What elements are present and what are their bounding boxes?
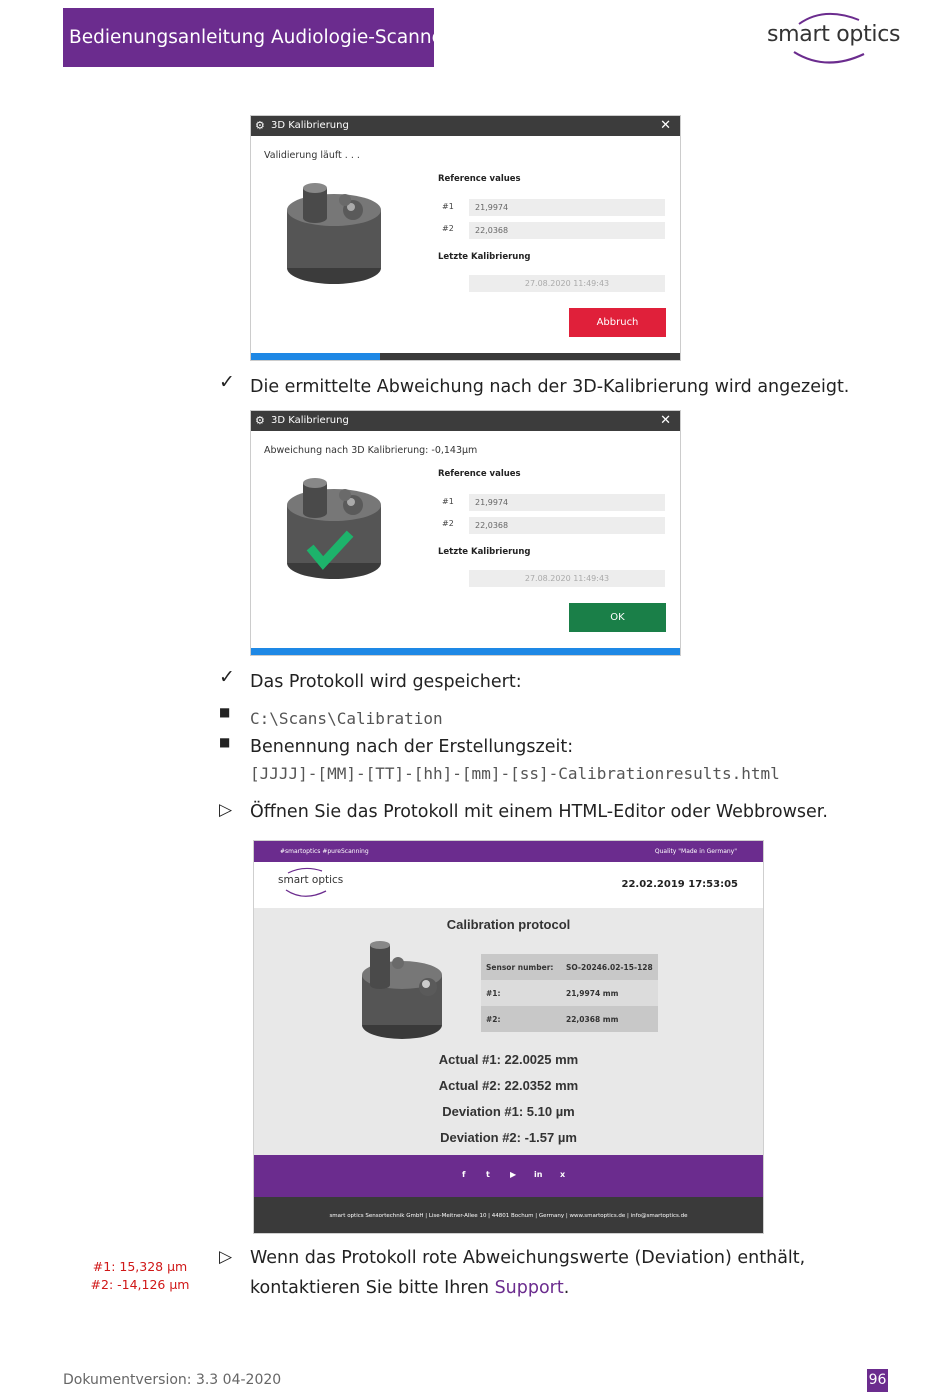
step-contact-line-1: Wenn das Protokoll rote Abweichungswerte (Deviation) enthält, [250,1248,806,1268]
reference-key-1: #1 [442,497,454,506]
brand-logo [764,10,901,68]
calibration-dialog-complete [250,410,681,656]
facebook-icon[interactable]: f [462,1170,466,1179]
contact-prefix: kontaktieren Sie bitte Ihren [250,1278,495,1298]
protocol-quality: Quality "Made in Germany" [654,848,737,855]
reference-key-2: #2 [442,224,454,233]
table-key: #2: [486,1015,501,1024]
ok-button[interactable]: OK [569,603,666,632]
step-contact-line-2 [250,1278,569,1298]
progress-fill [251,648,680,655]
bullet-icon: ■ [219,705,231,719]
protocol-date: 22.02.2019 17:53:05 [621,879,738,890]
checkmark-icon: ✓ [219,371,235,393]
abort-button[interactable]: Abbruch [569,308,666,337]
reference-key-1: #1 [442,202,454,211]
table-value: 21,9974 mm [566,989,619,998]
brand-name: smart optics [767,22,901,47]
calibration-dialog-running [250,115,681,361]
last-calibration-label: Letzte Kalibrierung [438,252,531,262]
page-number: 96 [867,1369,888,1392]
last-calibration-field: 27.08.2020 11:49:43 [469,570,665,587]
table-row [481,1006,658,1032]
dialog-status: Abweichung nach 3D Kalibrierung: -0,143µm [264,445,478,456]
protocol-object-image [358,941,446,1041]
protocol-title: Calibration protocol [446,917,571,932]
progress-bar [251,353,680,360]
last-calibration-field: 27.08.2020 11:49:43 [469,275,665,292]
protocol-header [254,862,763,908]
deviation-1-result: Deviation #1: 5.10 µm [442,1104,575,1119]
social-links-bar [254,1155,763,1197]
dialog-title: 3D Kalibrierung [271,415,349,426]
protocol-table [481,954,658,1032]
calibration-protocol-preview [253,840,764,1234]
table-value: SO-20246.02-15-128 [566,963,653,972]
reference-value-1-field: 21,9974 [469,199,665,216]
linkedin-icon[interactable]: in [534,1170,543,1179]
reference-value-2-field: 22,0368 [469,222,665,239]
deviation-2-result: Deviation #2: -1.57 µm [440,1130,577,1145]
step-protocol-saved: Das Protokoll wird gespeichert: [250,672,522,692]
protocol-logo: smart optics [278,874,344,886]
reference-value-2-field: 22,0368 [469,517,665,534]
close-icon[interactable]: ✕ [660,118,671,133]
document-title-banner: Bedienungsanleitung Audiologie-Scanner [63,8,434,67]
table-value: 22,0368 mm [566,1015,619,1024]
contact-suffix: . [563,1278,570,1298]
naming-pattern: [JJJJ]-[MM]-[TT]-[hh]-[mm]-[ss]-Calibrationresults.html [250,764,780,783]
protocol-top-bar [254,841,763,862]
protocol-logo-swoosh-icon [274,862,334,908]
calibration-object-image [285,180,383,288]
step-deviation-shown: Die ermittelte Abweichung nach der 3D-Kalibrierung wird angezeigt. [250,377,850,397]
progress-fill [251,353,380,360]
arrow-triangle-icon: ▷ [219,800,233,820]
calibration-object-success-image [285,475,383,583]
step-open-protocol: Öffnen Sie das Protokoll mit einem HTML-Editor oder Webbrowser. [250,802,828,822]
youtube-icon[interactable]: ▶ [510,1170,517,1179]
xing-icon[interactable]: x [560,1170,566,1179]
twitter-icon[interactable]: t [486,1170,490,1179]
table-row [481,980,658,1006]
table-key: Sensor number: [486,963,554,972]
dialog-titlebar [251,116,680,136]
gear-icon: ⚙ [255,414,265,427]
save-path: C:\Scans\Calibration [250,709,443,728]
reference-value-1-field: 21,9974 [469,494,665,511]
close-icon[interactable]: ✕ [660,413,671,428]
dialog-status: Validierung läuft . . . [264,150,360,161]
document-version: Dokumentversion: 3.3 04-2020 [63,1372,282,1388]
protocol-footer: smart optics Sensortechnik GmbH | Lise-Meitner-Allee 10 | 44801 Bochum | Germany | www.smartoptics.de | info@smartoptics.de [254,1197,763,1234]
naming-text: Benennung nach der Erstellungszeit: [250,737,574,757]
support-link[interactable]: Support [494,1278,564,1298]
checkmark-icon: ✓ [219,666,235,688]
table-row [481,954,658,980]
reference-values-label: Reference values [438,174,521,184]
deviation-example-1: #1: 15,328 µm [92,1259,188,1274]
last-calibration-label: Letzte Kalibrierung [438,547,531,557]
gear-icon: ⚙ [255,119,265,132]
arrow-triangle-icon: ▷ [219,1247,233,1267]
reference-values-label: Reference values [438,469,521,479]
dialog-title: 3D Kalibrierung [271,120,349,131]
actual-2-result: Actual #2: 22.0352 mm [438,1078,579,1093]
table-key: #1: [486,989,501,998]
progress-bar [251,648,680,655]
dialog-titlebar [251,411,680,431]
actual-1-result: Actual #1: 22.0025 mm [438,1052,579,1067]
bullet-icon: ■ [219,735,231,749]
deviation-example-2: #2: -14,126 µm [90,1277,190,1292]
protocol-hashtags: #smartoptics #pureScanning [280,848,369,855]
reference-key-2: #2 [442,519,454,528]
